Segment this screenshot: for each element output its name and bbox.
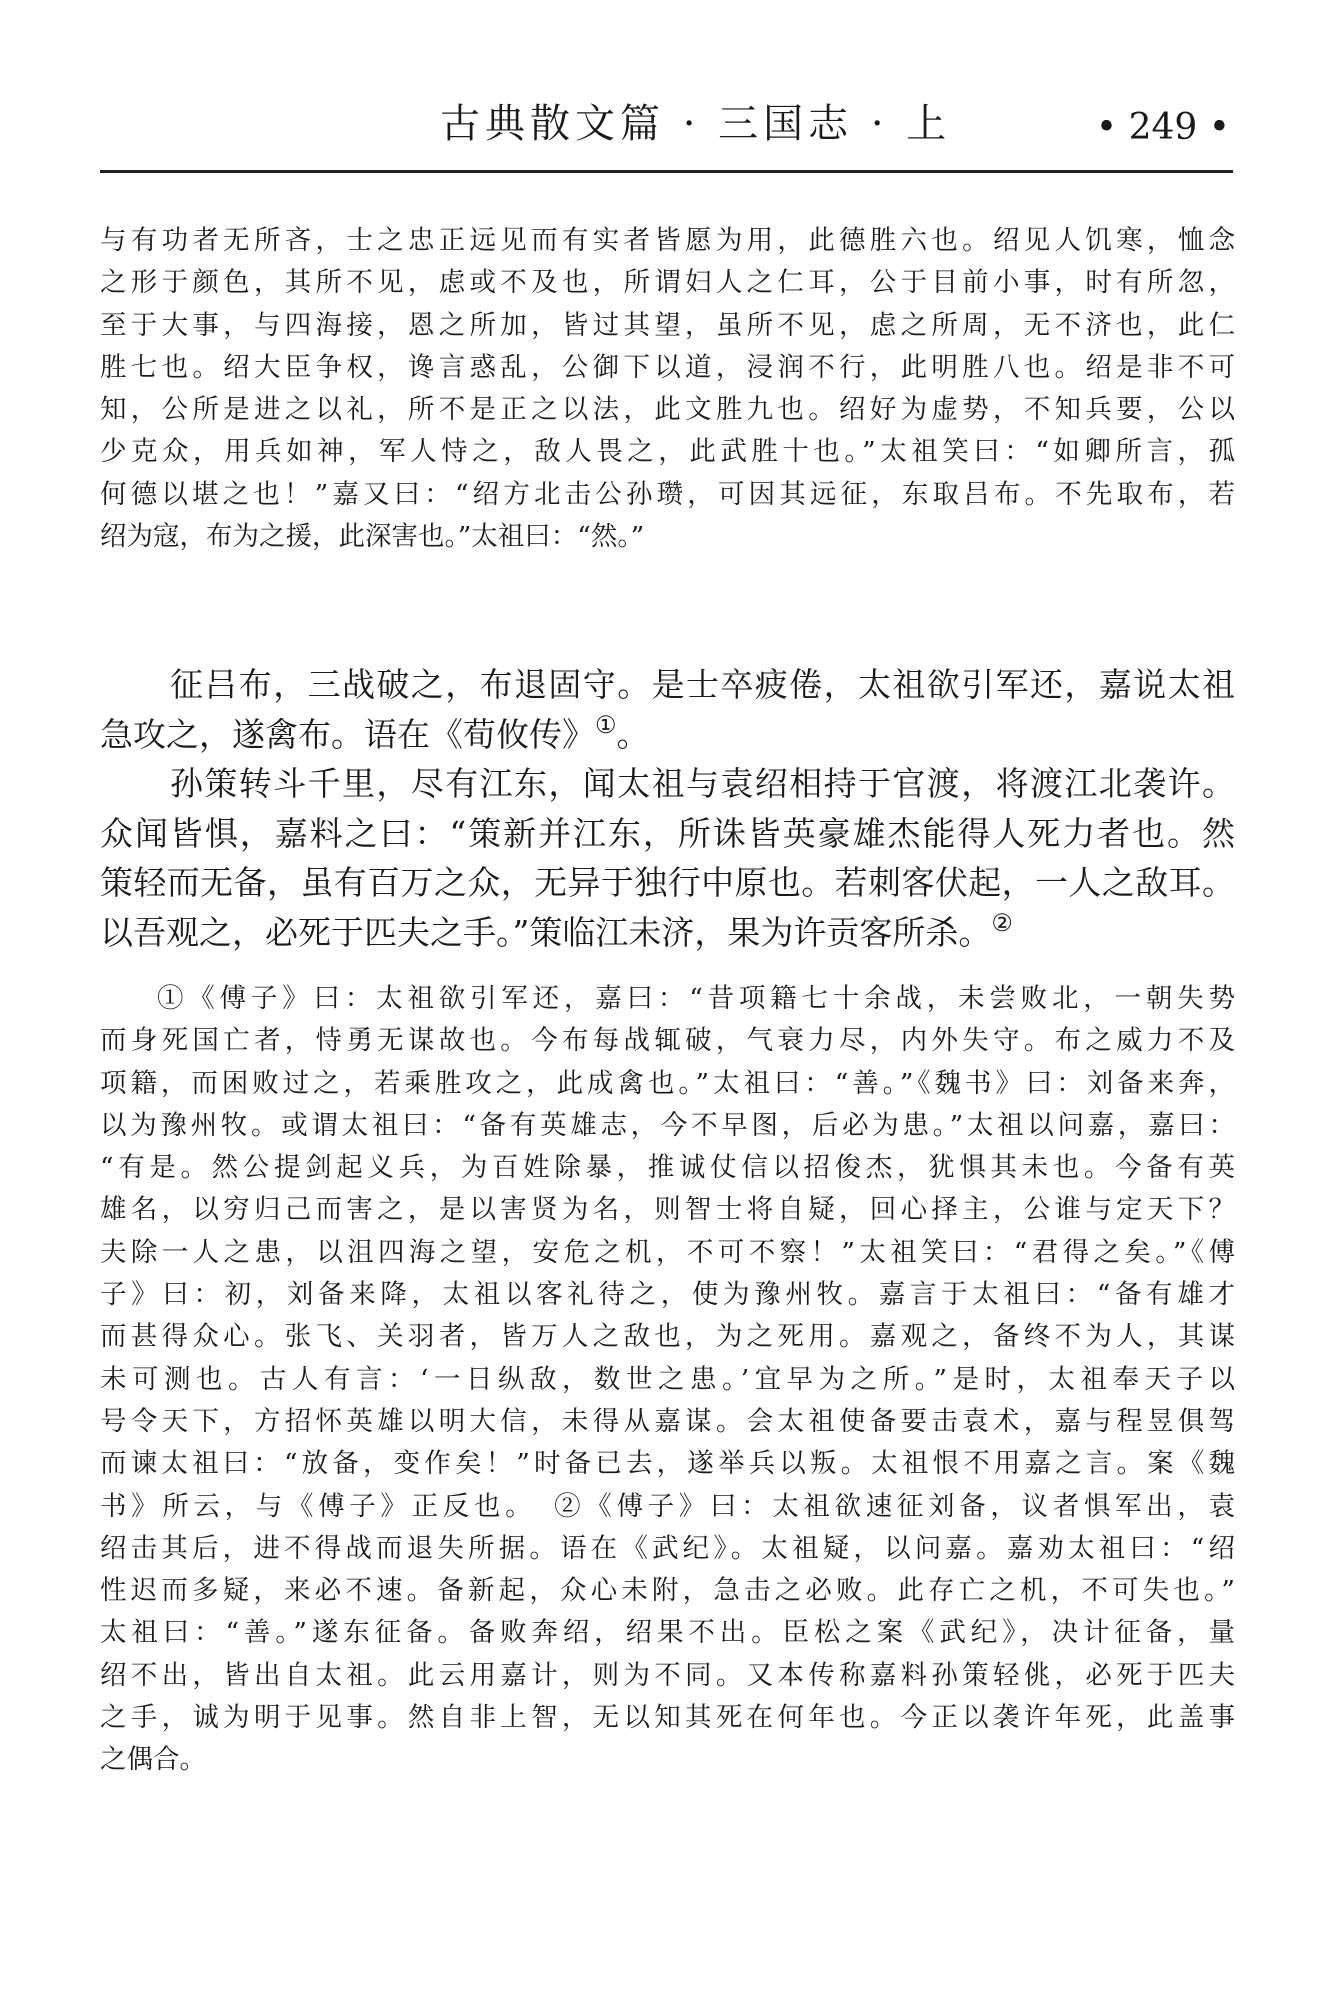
footnote-line: 而甚得众心。张飞、关羽者，皆万人之敌也，为之死用。嘉观之，备终不为人，其谋 [100,1321,1235,1353]
paragraph-2-line: 策轻而无备，虽有百万之众，无异于独行中原也。若刺客伏起，一人之敌耳。 [100,863,1235,902]
footnote-line: ①《傅子》曰：太祖欲引军还，嘉曰：“昔项籍七十余战，未尝败北，一朝失势 [157,983,1235,1014]
footnote-line: 夫除一人之患，以沮四海之望，安危之机，不可不察！”太祖笑曰：“君得之矣。”《傅 [100,1236,1235,1268]
footnote-line: 未可测也。古人有言：‘一日纵敌，数世之患。’宜早为之所。”是时，太祖奉天子以 [100,1363,1235,1395]
footnote-line: 太祖曰：“善。”遂东征备。备败奔绍，绍果不出。臣松之案《武纪》，决计征备，量 [100,1617,1235,1649]
paragraph-2-line: 以吾观之，必死于匹夫之手。”策临江未济，果为许贡客所杀。② [100,908,1013,952]
footnotes-block [100,978,1235,1782]
text-line: 与有功者无所吝，士之忠正远见而有实者皆愿为用，此德胜六也。绍见人饥寒，恤念 [100,225,1235,256]
paragraph-1-line: 急攻之，遂禽布。语在《荀攸传》①。 [100,710,650,754]
text-line: 少克众，用兵如神，军人恃之，敌人畏之，此武胜十也。”太祖笑曰：“如卿所言，孤 [100,436,1235,468]
footnote-ref-2: ② [991,908,1013,937]
footnote-line: 性迟而多疑，来必不速。备新起，众心未附，急击之必败。此存亡之机，不可失也。” [100,1575,1235,1607]
text-line: 知，公所是进之以礼，所不是正之以法，此文胜九也。绍好为虚势，不知兵要，公以 [100,394,1235,426]
footnote-line: 雄名，以穷归己而害之，是以害贤为名，则智士将自疑，回心择主，公谁与定天下？ [100,1194,1235,1226]
footnote-line: 而身死国亡者，恃勇无谋故也。今布每战辄破，气衰力尽，内外失守。布之威力不及 [100,1025,1235,1057]
footnote-line: 以为豫州牧。或谓太祖曰：“备有英雄志，今不早图，后必为患。”太祖以问嘉，嘉曰： [100,1109,1235,1141]
text-line: 绍为寇，布为之援，此深害也。”太祖曰：“然。” [100,521,645,553]
footnote-line: 而谏太祖曰：“放备，变作矣！”时备已去，遂举兵以叛。太祖恨不用嘉之言。案《魏 [100,1448,1235,1480]
footnote-line: “有是。然公提剑起义兵，为百姓除暴，推诚仗信以招俊杰，犹惧其未也。今备有英 [100,1152,1235,1184]
text-line: 至于大事，与四海接，恩之所加，皆过其望，虽所不见，虑之所周，无不济也，此仁 [100,309,1235,341]
top-text-block [100,220,1235,558]
footnote-line: 子》曰：初，刘备来降，太祖以客礼待之，使为豫州牧。嘉言于太祖曰：“备有雄才 [100,1279,1235,1311]
running-title: 古典散文篇 · 三国志 · 上 [440,101,952,147]
footnote-line: 之偶合。 [100,1744,206,1776]
text-line: 何德以堪之也！”嘉又曰：“绍方北击公孙瓒，可因其远征，东取吕布。不先取布，若 [100,478,1235,510]
footnote-ref-1: ① [595,710,617,739]
footnote-line: 绍击其后，进不得战而退失所据。语在《武纪》。太祖疑，以问嘉。嘉劝太祖曰：“绍 [100,1532,1235,1564]
text-line: 之形于颜色，其所不见，虑或不及也，所谓妇人之仁耳，公于目前小事，时有所忽， [100,267,1235,299]
footnote-line: 项籍，而困败过之，若乘胜攻之，此成禽也。”太祖曰：“善。”《魏书》曰：刘备来奔， [100,1067,1235,1099]
footnote-line: 书》所云，与《傅子》正反也。 ②《傅子》曰：太祖欲速征刘备，议者惧军出，袁 [100,1490,1235,1522]
footnote-line: 号令天下，方招怀英雄以明大信，未得从嘉谋。会太祖使备要击袁术，嘉与程昱俱驾 [100,1405,1235,1437]
paragraph-2-line: 众闻皆惧，嘉料之曰：“策新并江东，所诛皆英豪雄杰能得人死力者也。然 [100,813,1235,853]
header-rule [100,170,1233,173]
footnote-line: 之手，诚为明于见事。然自非上智，无以知其死在何年也。今正以袭许年死，此盖事 [100,1702,1235,1734]
paragraph-2-line: 孙策转斗千里，尽有江东，闻太祖与袁绍相持于官渡，将渡江北袭许。 [170,764,1235,803]
main-text-block [100,660,1235,957]
text-line: 胜七也。绍大臣争权，谗言惑乱，公御下以道，浸润不行，此明胜八也。绍是非不可 [100,351,1235,383]
footnote-line: 绍不出，皆出自太祖。此云用嘉计，则为不同。又本传称嘉料孙策轻佻，必死于匹夫 [100,1659,1235,1691]
paragraph-1-line: 征吕布，三战破之，布退固守。是士卒疲倦，太祖欲引军还，嘉说太祖 [170,665,1235,704]
page-number: • 249 • [1095,107,1230,148]
